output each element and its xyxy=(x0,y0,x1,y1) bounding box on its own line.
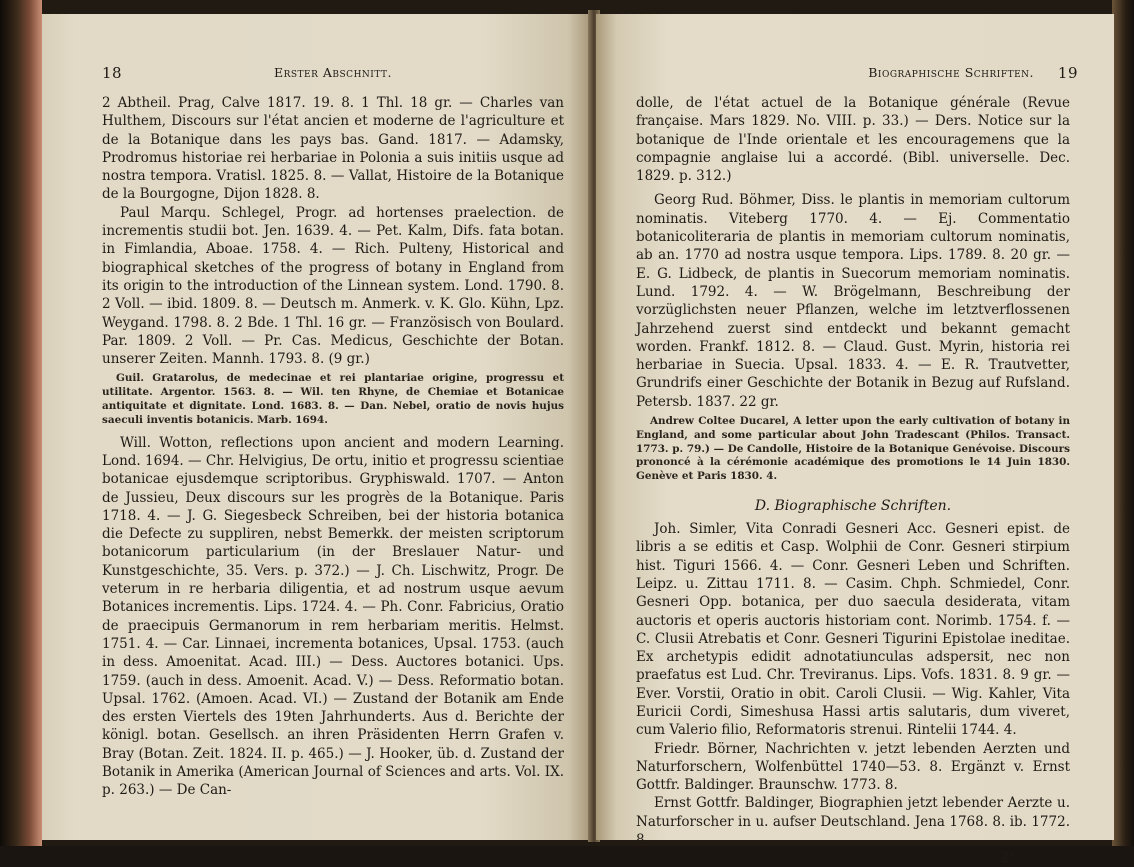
section-heading: D. Biographische Schriften. xyxy=(754,498,952,515)
book-edge-right xyxy=(1112,0,1134,846)
book-edge-left xyxy=(0,0,42,846)
right-paragraph: Georg Rud. Böhmer, Diss. le plantis in memoriam cultorum nominatis. Viteberg 1770. 4. — Ej. Commentatio botanicoliteraria de plantis in memoriam cultorum nominatis, ab an. 1770 ad nostra usque tempora. Lips. 1789. 8. 20 gr. — E. G. Lidbeck, de plantis in Suecorum memoriam nominatis. Lund. 1792. 4. — W. Brögelmann, Beschreibung der vorzüglichsten neuer Pflanzen, welche im letztverflossenen Jahrzehend zuerst sind entdeckt und bekannt gemacht worden. Frankf. 1812. 8. — Claud. Gust. Myrin, historia rei herbariae in Suecia. Upsal. 1833. 4. — E. R. Trautvetter, Grundrifs einer Geschichte der Botanik in Bezug auf Rufsland. Petersb. 1837. 22 gr. xyxy=(636,192,1070,410)
signature-mark: 2* xyxy=(1000,850,1016,867)
right-note-paragraph: Andrew Coltee Ducarel, A letter upon the early cultivation of botany in England, and some particular about John Tradescant (Philos. Transact. 1773. p. 79.) — De Candolle, Histoire de la Botanique Genévoise. Discours prononcé à la cérémonie académique des promotions le 14 Juin 1830. Genève et Paris 1830. 4. xyxy=(636,415,1070,483)
left-page-text-block xyxy=(102,14,564,840)
right-page-header xyxy=(636,64,1078,94)
left-page-number: 18 xyxy=(102,64,123,82)
right-paragraph: Joh. Simler, Vita Conradi Gesneri Acc. Gesneri epist. de libris a se editis et Casp. Wolphii de Conr. Gesneri stirpium hist. Tiguri 1566. 4. — Conr. Gesneri Leben und Schriften. Leipz. u. Zittau 1711. 8. — Casim. Chph. Schmiedel, Conr. Gesneri Opp. botanica, per duo saecula desiderata, vitam auctoris et operis auctoris historiam cont. Norimb. 1754. f. — C. Clusii Atrebatis et Conr. Gesneri Tigurini Epistolae ineditae. Ex archetypis edidit adnotatiunculas adspersit, nec non praefatus est Lud. Chr. Treviranus. Lips. Vofs. 1831. 8. 9 gr. — Ever. Vorstii, Oratio in obit. Caroli Clusii. — Wig. Kahler, Vita Euricii Cordi, Simeshusa Hassi artis salutaris, dum viveret, cum Valerio filio, Reformatoris strenui. Rintelii 1744. 4. xyxy=(636,521,1070,739)
left-page-header xyxy=(102,64,564,94)
left-paragraph: Paul Marqu. Schlegel, Progr. ad hortenses praelection. de incrementis studii bot. Jen. 1639. 4. — Pet. Kalm, Difs. fata botan. in Fimlandia, Aboae. 1758. 4. — Rich. Pulteny, Historical and biographical sketches of the progress of botany in England from its origin to the introduction of the Linnean system. Lond. 1790. 8. 2 Voll. — ibid. 1809. 8. — Deutsch m. Anmerk. v. K. Glo. Kühn, Lpz. Weygand. 1798. 8. 2 Bde. 1 Thl. 16 gr. — Französisch von Boulard. Par. 1809. 2 Voll. — Pr. Cas. Medicus, Geschichte der Botan. unserer Zeiten. Mannh. 1793. 8. (9 gr.) xyxy=(102,204,564,368)
right-paragraph: dolle, de l'état actuel de la Botanique générale (Revue française. Mars 1829. No. VIII. p. 33.) — Ders. Notice sur la botanique de l'Inde orientale et les encouragemens que la compagnie anglaise lui a accordé. (Bibl. universelle. Dec. 1829. p. 312.) xyxy=(636,95,1070,185)
right-paragraph: Friedr. Börner, Nachrichten v. jetzt lebenden Aerzten und Naturforschern, Wolfenbüttel 1740—53. 8. Ergänzt v. Ernst Gottfr. Baldinger. Braunschw. 1773. 8. xyxy=(636,740,1070,794)
left-paragraph: 2 Abtheil. Prag, Calve 1817. 19. 8. 1 Thl. 18 gr. — Charles van Hulthem, Discours sur l'état ancien et moderne de l'agriculture et de la Botanique dans les pays bas. Gand. 1817. — Adamsky, Prodromus historiae rei herbariae in Polonia a suis initiis usque ad nostra tempora. Vratisl. 1825. 8. — Vallat, Histoire de la Botanique de la Bourgogne, Dijon 1828. 8. xyxy=(102,95,564,203)
right-page xyxy=(596,14,1114,867)
right-running-head: Biographische Schriften. xyxy=(868,65,1034,80)
left-page xyxy=(42,14,590,840)
right-page-number: 19 xyxy=(1057,64,1078,82)
right-paragraph: Ernst Gottfr. Baldinger, Biographien jetzt lebender Aerzte u. Naturforscher in u. aufser Deutschland. Jena 1768. 8. ib. 1772. 8. xyxy=(636,795,1070,849)
left-paragraph: Will. Wotton, reflections upon ancient and modern Learning. Lond. 1694. — Chr. Helvigius, De ortu, initio et progressu scientiae botanicae ejusdemque scriptoribus. Gryphiswald. 1707. — Anton de Jussieu, Deux discours sur les progrès de la Botanique. Paris 1718. 4. — J. G. Siegesbeck Schreiben, bei der historia botanica die Defecte zu suppliren, nebst Bemerkk. der meisten scriptorum botanicorum particularium (in der Breslauer Natur- und Kunstgeschichte, 35. Vers. p. 372.) — J. Ch. Lischwitz, Progr. De veterum in re herbaria diligentia, et ad nostrum usque aevum Botanices incrementis. Lips. 1724. 4. — Ph. Conr. Fabricius, Oratio de praecipuis Germanorum in rem herbariam meritis. Helmst. 1751. 4. — Car. Linnaei, incrementa botanices, Upsal. 1753. (auch in dess. Amoenitat. Acad. III.) — Dess. Auctores botanici. Ups. 1759. (auch in dess. Amoenit. Acad. V.) — Dess. Reformatio botan. Upsal. 1762. (Amoen. Acad. VI.) — Zustand der Botanik am Ende des ersten Viertels des 19ten Jahrhunderts. Aus d. Berichte der königl. botan. Gesellsch. an ihren Präsidenten Herrn Grafen v. Bray (Botan. Zeit. 1824. II. p. 465.) — J. Hooker, üb. d. Zustand der Botanik in Amerika (American Journal of Sciences and arts. Vol. IX. p. 263.) — De Can- xyxy=(102,434,564,799)
left-running-head: Erster Abschnitt. xyxy=(273,65,392,80)
right-page-text-block xyxy=(636,14,1078,867)
left-note-paragraph: Guil. Gratarolus, de medecinae et rei plantariae origine, progressu et utilitate. Argentor. 1563. 8. — Wil. ten Rhyne, de Chemiae et Botanicae antiquitate et dignitate. Lond. 1683. 8. — Dan. Nebel, oratio de novis hujus saeculi inventis botanicis. Marb. 1694. xyxy=(102,372,564,426)
